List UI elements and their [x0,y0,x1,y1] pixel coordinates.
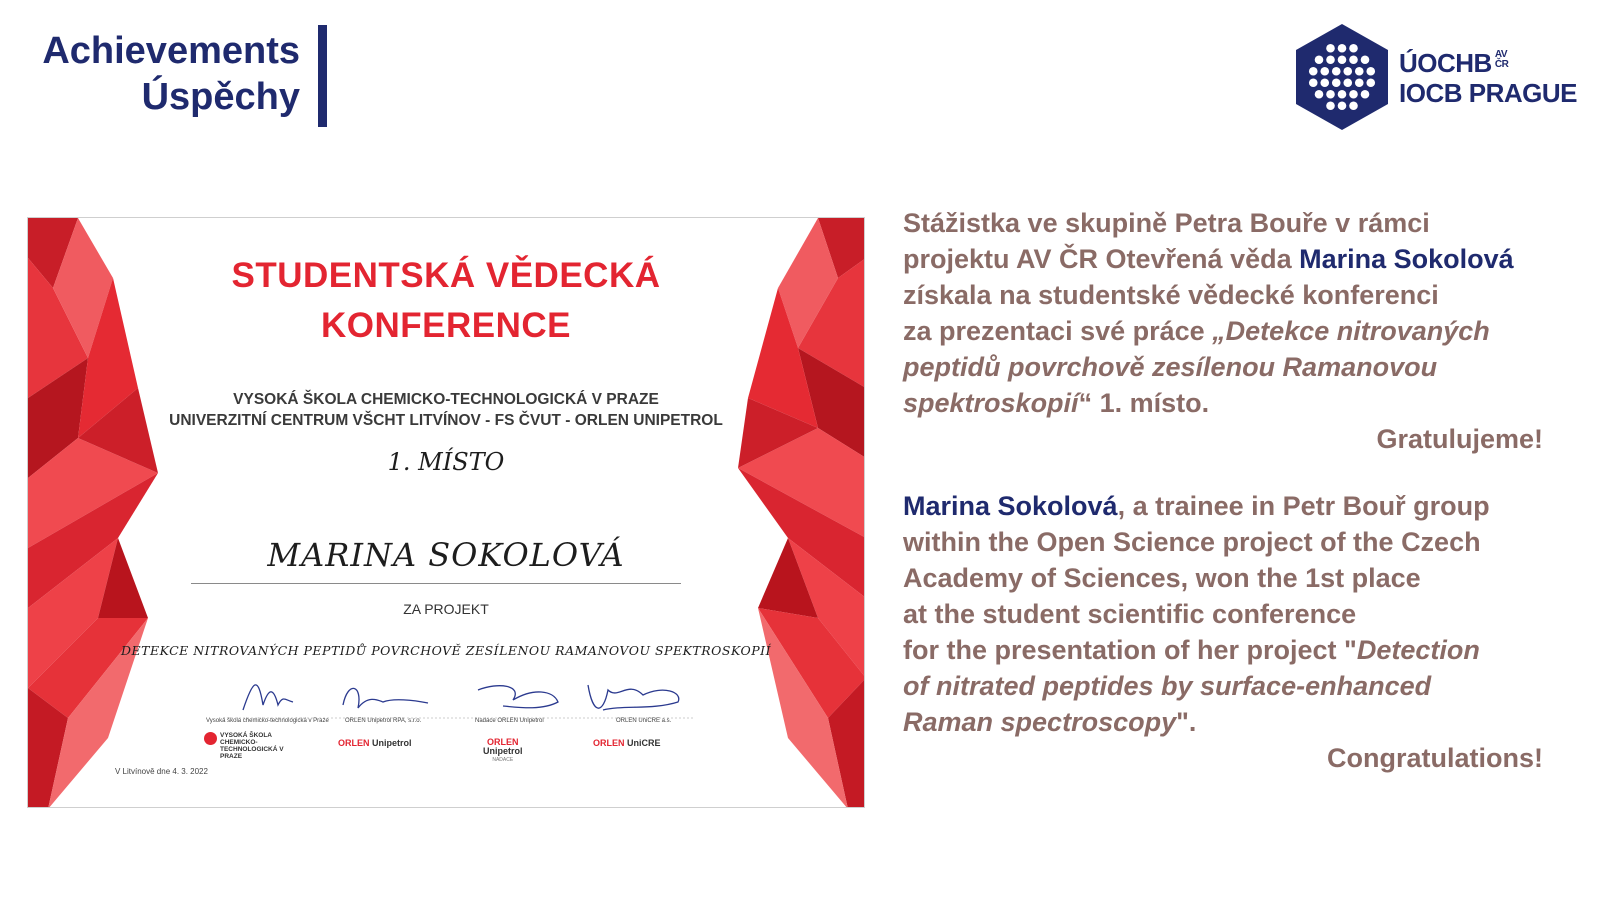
en-line-6: of nitrated peptides by surface-enhanced [903,671,1432,701]
vscht-logo: VYSOKÁ ŠKOLA CHEMICKO-TECHNOLOGICKÁ V PRAZE [204,732,304,760]
logo-dot [1326,55,1335,64]
header-title-en: Achievements [42,30,300,72]
cs-line-1: Stážistka ve skupině Petra Bouře v rámci [903,208,1430,238]
logo-dot [1361,55,1370,64]
certificate-name-line [191,583,681,584]
header-title-cs: Úspěchy [141,76,300,118]
certificate-title-line2: KONFERENCE [320,306,572,345]
certificate-project: DETEKCE NITROVANÝCH PEPTIDŮ POVRCHOVĚ ZESÍLENOU RAMANOVOU SPEKTROSKOPIÍ [120,643,772,658]
logo-dot [1349,44,1358,53]
logo-dot [1320,67,1329,76]
certificate-place: 1. MÍSTO [387,448,505,476]
cs-line-6: spektroskopií“ 1. místo. [903,388,1210,418]
logo-line1: ÚOCHB [1399,48,1492,78]
logo-dot [1315,90,1324,99]
en-line-3: Academy of Sciences, won the 1st place [903,563,1421,593]
signer-4: ORLEN UniCRE a.s. [616,718,672,724]
vscht-drop-icon [204,732,217,745]
en-line-5: for the presentation of her project "Detection [903,635,1480,665]
signer-3: Nadace ORLEN Unipetrol [475,718,544,724]
en-line-4: at the student scientific conference [903,599,1357,629]
cs-line-5: peptidů povrchově zesílenou Ramanovou [903,352,1438,382]
certificate-title-line1: STUDENTSKÁ VĚDECKÁ [231,256,661,295]
iocb-logo [1287,22,1587,132]
logo-line2: IOCB PRAGUE [1399,78,1577,108]
logo-dot [1349,55,1358,64]
iocb-hexagon-icon [1287,22,1397,132]
logo-dot [1349,90,1358,99]
header-divider [318,25,327,127]
logo-dot [1338,90,1347,99]
logo-dot [1326,44,1335,53]
cs-line-4: za prezentaci své práce „Detekce nitrovaných [903,316,1490,346]
cs-congrats: Gratulujeme! [1376,424,1543,454]
certificate-date: V Litvínově dne 4. 3. 2022 [115,767,208,776]
header-title [20,28,300,120]
logo-dot [1320,78,1329,87]
logo-dot [1366,67,1375,76]
en-line-2: within the Open Science project of the Czech [903,527,1481,557]
cs-line-2: projektu AV ČR Otevřená věda Marina Sokolová [903,244,1514,274]
en-congrats: Congratulations! [1327,743,1543,773]
text-english [903,488,1583,776]
logo-dot [1361,90,1370,99]
orlen-unipetrol-logo: ORLEN Unipetrol [338,738,412,748]
nadace-orlen-unipetrol-logo: ORLEN Unipetrol NADACE [483,737,523,763]
en-line-1: Marina Sokolová, a trainee in Petr Bouř group [903,491,1490,521]
certificate-org-line2: UNIVERZITNÍ CENTRUM VŠCHT LITVÍNOV - FS ČVUT - ORLEN UNIPETROL [169,412,723,429]
certificate-image [27,217,865,808]
cs-line-3: získala na studentské vědecké konferenci [903,280,1439,310]
signer-2: ORLEN Unipetrol RPA, s.r.o. [345,718,422,724]
en-line-7: Raman spectroscopy". [903,707,1197,737]
logo-dot [1326,101,1335,110]
certificate-org-line1: VYSOKÁ ŠKOLA CHEMICKO-TECHNOLOGICKÁ V PRAZE [233,391,659,408]
logo-dot [1343,67,1352,76]
logo-dot [1332,78,1341,87]
logo-dot [1309,78,1318,87]
logo-dot [1315,55,1324,64]
logo-dot [1338,101,1347,110]
logo-dot [1355,78,1364,87]
certificate-za-projekt: ZA PROJEKT [403,601,489,617]
logo-dot [1326,90,1335,99]
logo-dot [1309,67,1318,76]
logo-dot [1332,67,1341,76]
logo-text [1399,48,1577,108]
logo-dot [1355,67,1364,76]
logo-dot [1338,55,1347,64]
logo-av-cr: AV ČR [1494,49,1509,70]
certificate-signatures [223,670,693,725]
text-czech [903,205,1583,457]
orlen-unicre-logo: ORLEN UniCRE [593,738,661,748]
logo-dot [1366,78,1375,87]
signer-1: Vysoká škola chemicko-technologická v Praze [206,718,329,724]
logo-dot [1338,44,1347,53]
logo-dot [1343,78,1352,87]
logo-dot [1349,101,1358,110]
certificate-name: MARINA SOKOLOVÁ [267,536,625,574]
